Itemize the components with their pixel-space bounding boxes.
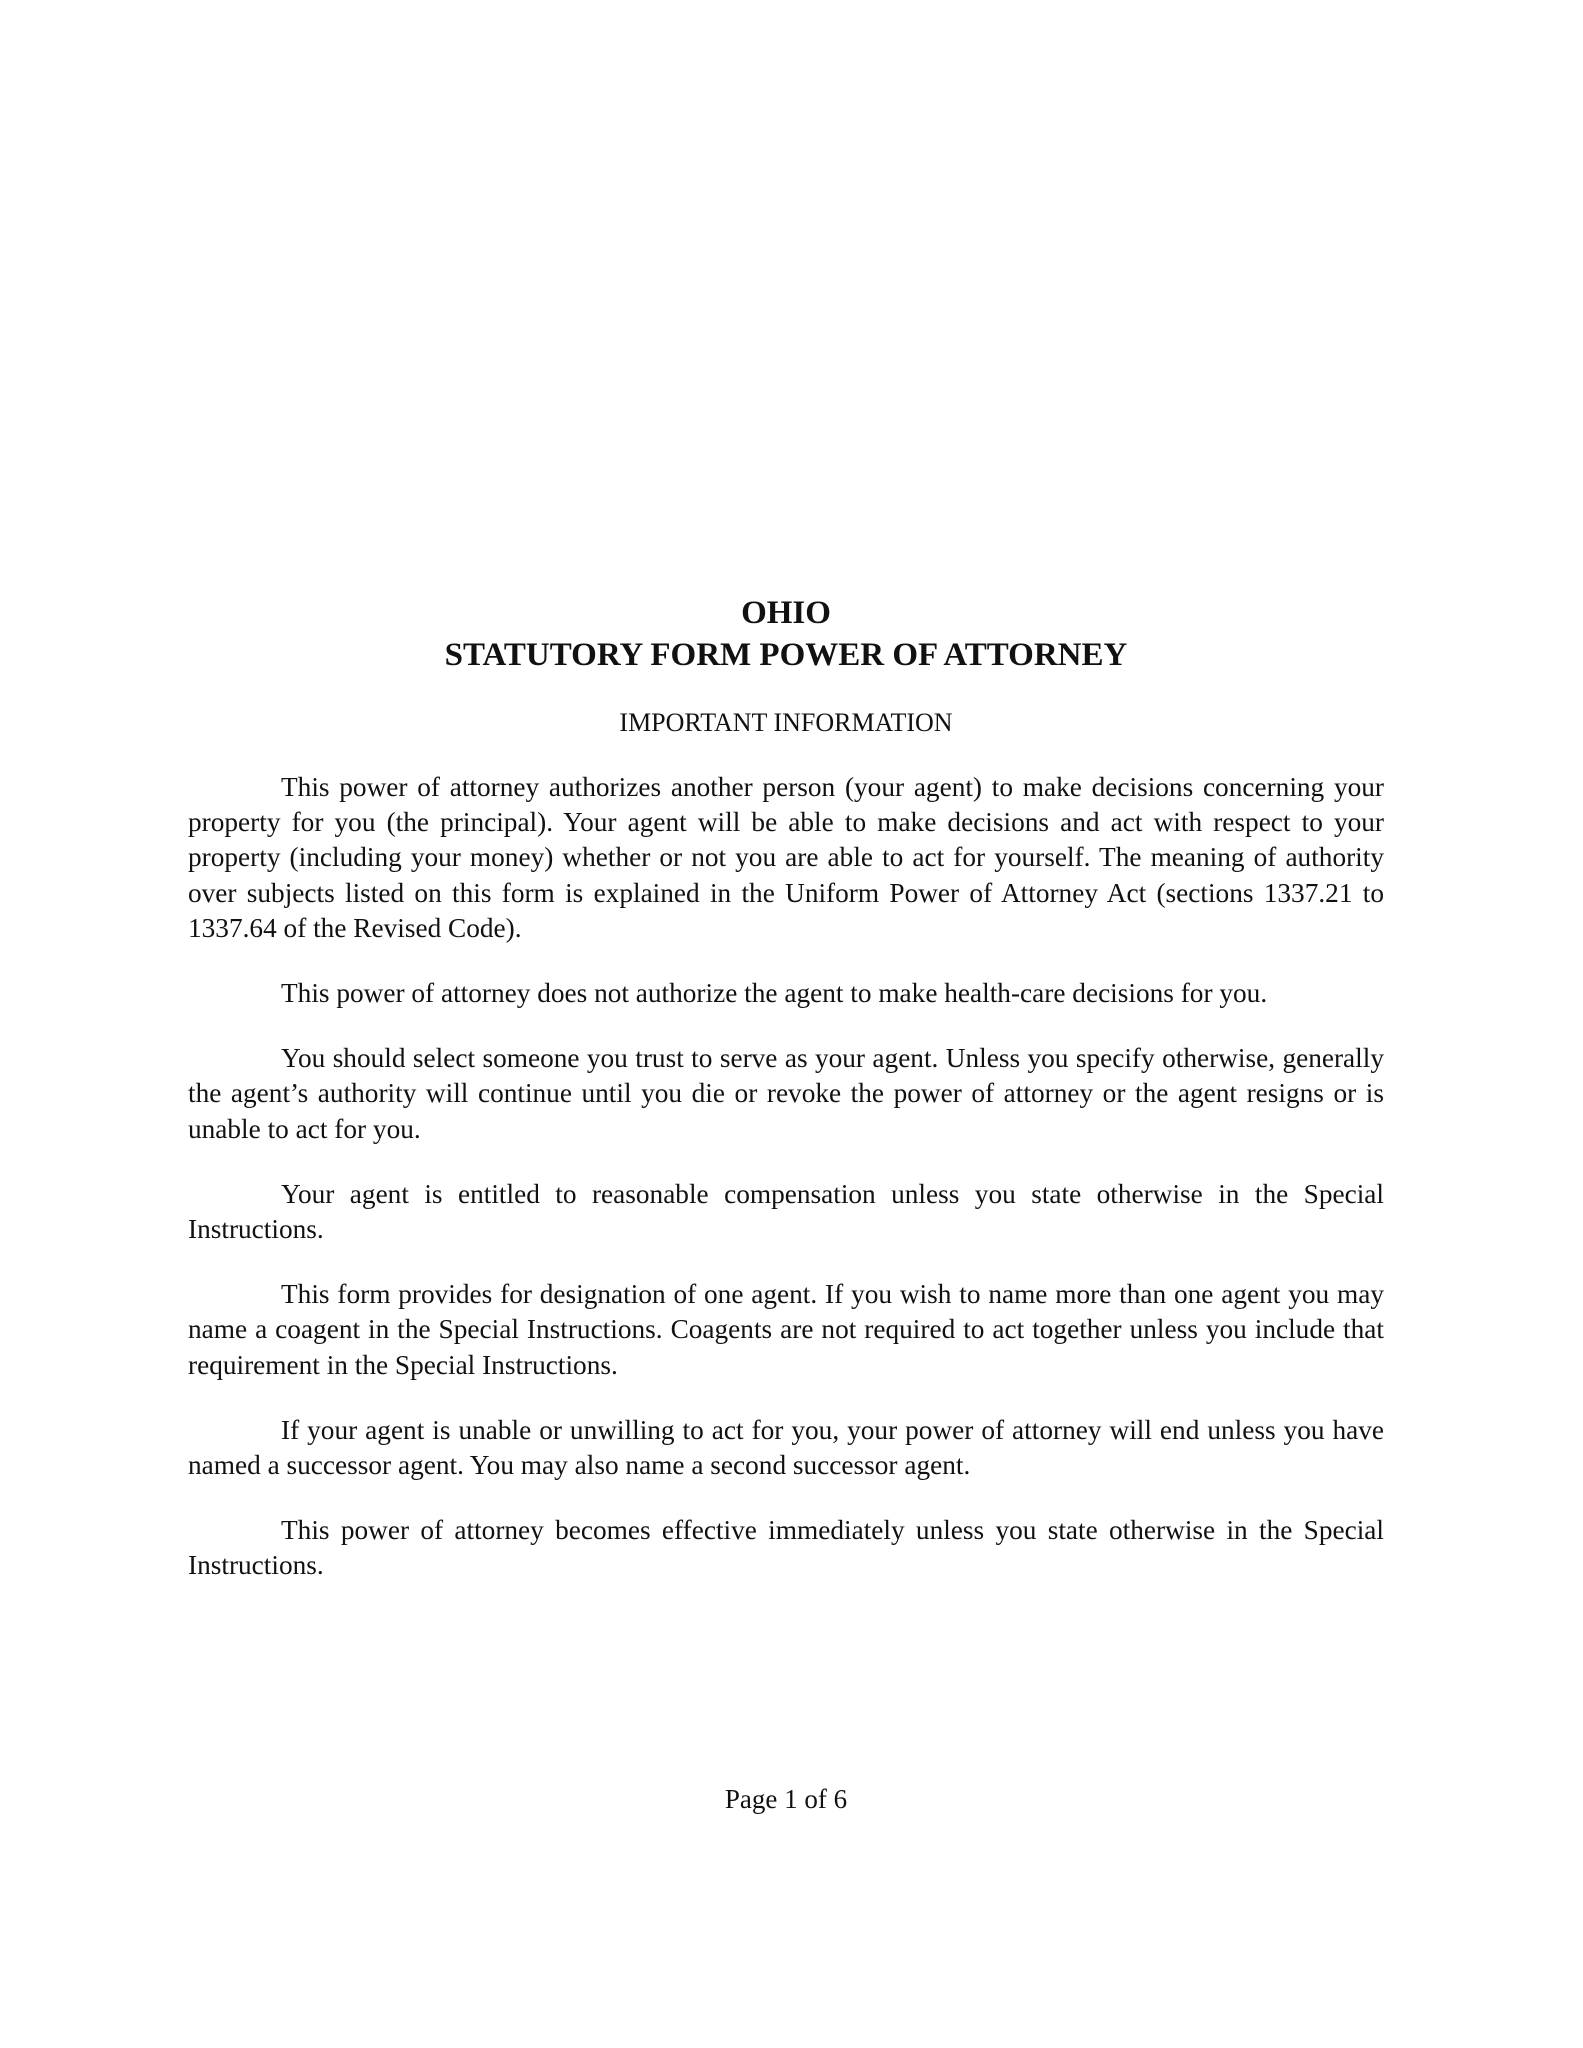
- document-title: [188, 592, 1384, 676]
- paragraph-compensation: Your agent is entitled to reasonable compensation unless you state otherwise in the Special Instructions.: [188, 1178, 1384, 1245]
- paragraph-effective-date: This power of attorney becomes effective immediately unless you state otherwise in the Special Instructions.: [188, 1515, 1384, 1581]
- paragraph-select-agent: You should select someone you trust to serve as your agent. Unless you specify otherwise, generally the agent’s authority will continue until you die or revoke the power of attorney or the agent resigns or is unable to act for you.: [188, 1043, 1384, 1144]
- title-state: OHIO: [741, 595, 831, 631]
- paragraph-successor-agent: If your agent is unable or unwilling to act for you, your power of attorney will end unless you have named a successor agent. You may also name a second successor agent.: [188, 1414, 1384, 1481]
- paragraph-coagent: This form provides for designation of one agent. If you wish to name more than one agent you may name a coagent in the Special Instructions. Coagents are not required to act together unless you include that requirement in the Special Instructions.: [188, 1279, 1384, 1380]
- page-number: Page 1 of 6: [724, 1784, 848, 1814]
- paragraph-agent-authority: This power of attorney authorizes another person (your agent) to make decisions concerning your property for you (the principal). Your agent will be able to make decisions and act with respect to your property (including your money) whether or not you are able to act for yourself. The meaning of authority over subjects listed on this form is explained in the Uniform Power of Attorney Act (sections 1337.21 to 1337.64 of the Revised Code).: [188, 772, 1384, 943]
- section-heading: IMPORTANT INFORMATION: [619, 708, 953, 737]
- title-form-name: STATUTORY FORM POWER OF ATTORNEY: [444, 637, 1128, 673]
- paragraph-health-care: This power of attorney does not authorize the agent to make health-care decisions for you.: [281, 978, 1268, 1009]
- body-text: [188, 770, 1384, 1584]
